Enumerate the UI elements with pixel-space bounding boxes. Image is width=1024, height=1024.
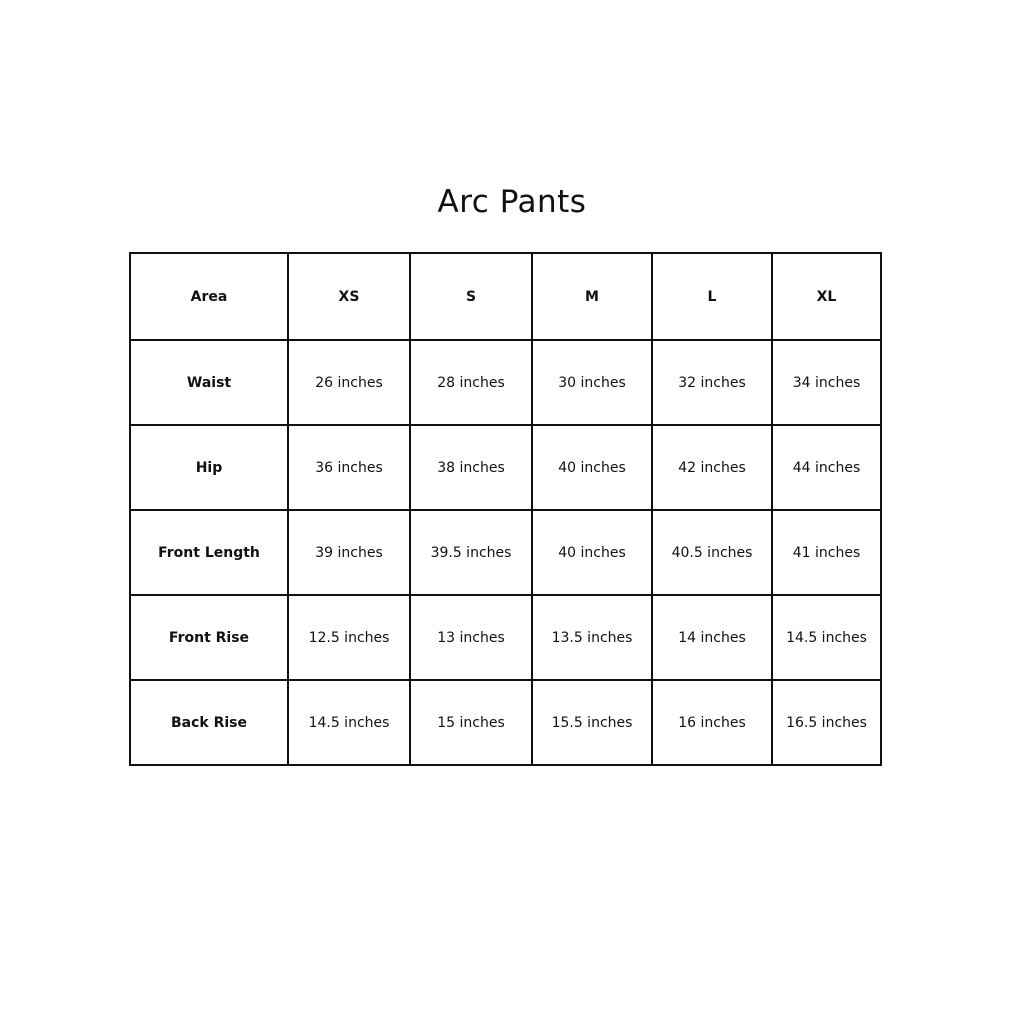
- table-row-front-length: [130, 510, 881, 595]
- table-header-row: [130, 253, 881, 340]
- page-title: Arc Pants: [437, 184, 587, 220]
- table-cell: 38 inches: [410, 425, 532, 510]
- table-cell: 15 inches: [410, 680, 532, 765]
- table-cell: 14.5 inches: [772, 595, 881, 680]
- table-cell: 16.5 inches: [772, 680, 881, 765]
- row-label: Hip: [130, 425, 288, 510]
- table-cell: 40 inches: [532, 425, 652, 510]
- table-row-back-rise: [130, 680, 881, 765]
- table-cell: 40.5 inches: [652, 510, 772, 595]
- table-cell: 13.5 inches: [532, 595, 652, 680]
- table-cell: 41 inches: [772, 510, 881, 595]
- row-label: Waist: [130, 340, 288, 425]
- header-cell-m: M: [532, 253, 652, 340]
- table-cell: 13 inches: [410, 595, 532, 680]
- table-cell: 14 inches: [652, 595, 772, 680]
- table-cell: 30 inches: [532, 340, 652, 425]
- header-cell-xs: XS: [288, 253, 410, 340]
- row-label: Front Length: [130, 510, 288, 595]
- table-cell: 36 inches: [288, 425, 410, 510]
- table-cell: 44 inches: [772, 425, 881, 510]
- table-cell: 40 inches: [532, 510, 652, 595]
- header-cell-xl: XL: [772, 253, 881, 340]
- table-cell: 16 inches: [652, 680, 772, 765]
- row-label: Front Rise: [130, 595, 288, 680]
- table-cell: 28 inches: [410, 340, 532, 425]
- header-cell-area: Area: [130, 253, 288, 340]
- table-cell: 34 inches: [772, 340, 881, 425]
- header-cell-l: L: [652, 253, 772, 340]
- table-cell: 39.5 inches: [410, 510, 532, 595]
- row-label: Back Rise: [130, 680, 288, 765]
- table-row-waist: [130, 340, 881, 425]
- table-cell: 39 inches: [288, 510, 410, 595]
- size-chart-table: [129, 252, 882, 766]
- table-cell: 14.5 inches: [288, 680, 410, 765]
- header-cell-s: S: [410, 253, 532, 340]
- table-cell: 26 inches: [288, 340, 410, 425]
- table-cell: 12.5 inches: [288, 595, 410, 680]
- table-cell: 42 inches: [652, 425, 772, 510]
- table-cell: 15.5 inches: [532, 680, 652, 765]
- table-cell: 32 inches: [652, 340, 772, 425]
- table-row-front-rise: [130, 595, 881, 680]
- table-row-hip: [130, 425, 881, 510]
